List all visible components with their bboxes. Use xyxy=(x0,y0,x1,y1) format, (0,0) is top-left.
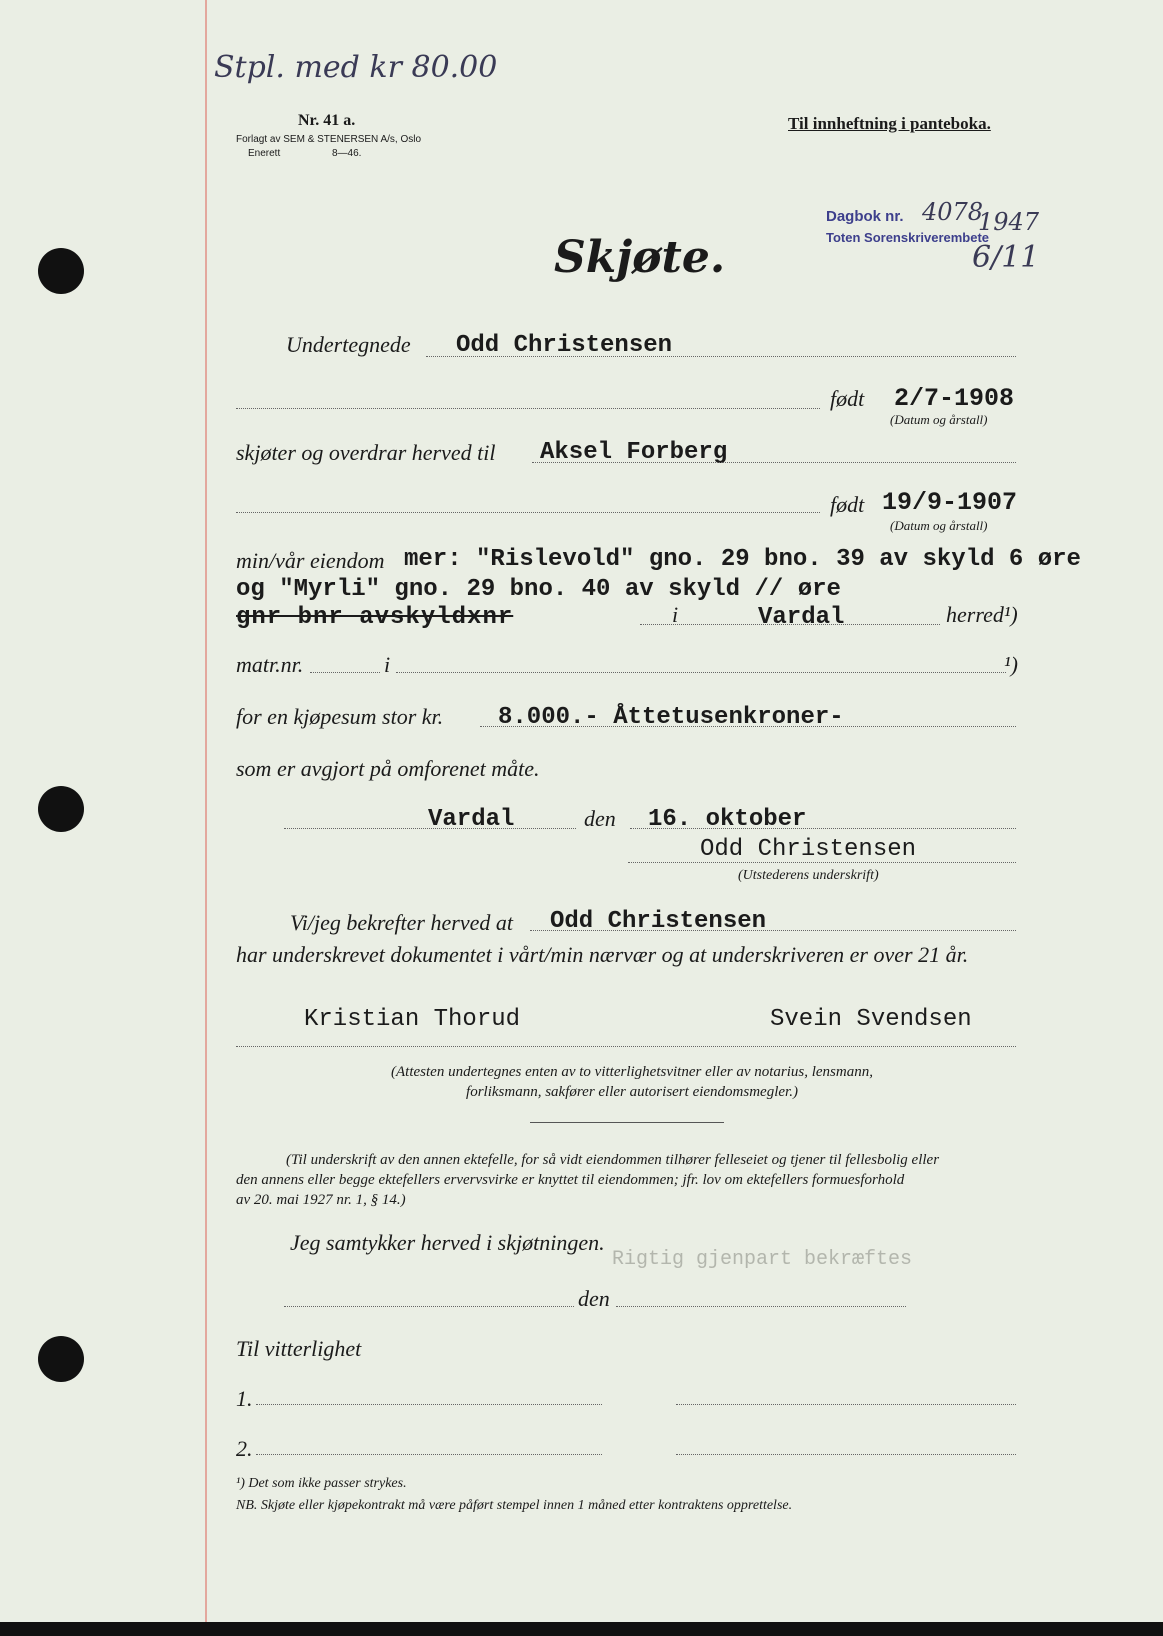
witness-section-label: Til vitterlighet xyxy=(236,1336,362,1361)
dagbok-number: 4078 xyxy=(922,198,984,226)
settled-text: som er avgjort på omforenet måte. xyxy=(236,756,540,781)
signing-place: Vardal xyxy=(428,806,515,833)
buyer-date-hint: (Datum og årstall) xyxy=(890,518,988,533)
property-struck-text: gnr bnr avskyldxnr xyxy=(236,604,514,631)
attest-line xyxy=(530,930,1016,931)
seller-born-date: 2/7-1908 xyxy=(894,384,1015,413)
attest-prefix: Vi/jeg bekrefter herved at xyxy=(290,910,513,935)
attest-text: har underskrevet dokumentet i vårt/min nærvær og at underskriveren er over 21 år. xyxy=(236,942,969,967)
witness-number-1: 1. xyxy=(236,1386,253,1411)
matr-label: matr.nr. xyxy=(236,652,304,677)
punch-hole xyxy=(38,248,84,294)
witness-2-line-right xyxy=(676,1454,1016,1455)
witness-1-signature: Kristian Thorud xyxy=(304,1006,521,1033)
signature-line xyxy=(628,862,1016,863)
exclusive-rights: Enerett xyxy=(248,148,281,159)
footnote-2: NB. Skjøte eller kjøpekontrakt må være påført stempel innen 1 måned etter kontraktens opprettelse. xyxy=(236,1498,793,1513)
price-amount: 8.000.- Åttetusenkroner- xyxy=(498,704,844,731)
document-title: Skjøte. xyxy=(554,232,726,283)
seller-line xyxy=(426,356,1016,357)
herred-label: herred¹) xyxy=(946,602,1018,627)
seller-extra-line xyxy=(236,408,820,409)
signing-date-line xyxy=(630,828,1016,829)
signature-hint: (Utstederens underskrift) xyxy=(738,868,879,883)
punch-hole xyxy=(38,786,84,832)
price-label: for en kjøpesum stor kr. xyxy=(236,704,444,729)
attest-note: (Attesten undertegnes enten av to vitterlighetsvitner eller av notarius, lensmann, forliksmann, sakfører eller autorisert eiendomsmegler.) xyxy=(391,1064,873,1100)
spouse-note-2: den annens eller begge ektefellers ervervsvirke er knyttet til eiendommen; jfr. lov om ektefellers formuesforhold xyxy=(236,1172,905,1188)
witness-2-line-left xyxy=(256,1454,602,1455)
matr-line xyxy=(310,672,380,673)
property-in-word: i xyxy=(672,602,679,627)
page-bottom-edge xyxy=(0,1622,1163,1636)
copy-stamp: Rigtig gjenpart bekræftes xyxy=(612,1248,913,1271)
matr-end: ¹) xyxy=(1004,652,1018,677)
spouse-note-1: (Til underskrift av den annen ektefelle, for så vidt eiendommen tilhører felleseiet og tjener til fellesbolig eller xyxy=(286,1152,940,1168)
publisher: Forlagt av SEM & STENERSEN A/s, Oslo xyxy=(236,134,422,145)
dagbok-label: Dagbok nr. xyxy=(826,208,904,225)
witness-2-signature: Svein Svendsen xyxy=(770,1006,972,1033)
spouse-note-3: av 20. mai 1927 nr. 1, § 14.) xyxy=(236,1192,406,1208)
matr-place-line xyxy=(396,672,1006,673)
buyer-line xyxy=(532,462,1016,463)
consent-date-line xyxy=(616,1306,906,1307)
seller-date-hint: (Datum og årstall) xyxy=(890,412,988,427)
signing-date: 16. oktober xyxy=(648,806,807,833)
price-line xyxy=(480,726,1016,727)
consent-den: den xyxy=(578,1286,610,1311)
property-line-2: og "Myrli" gno. 29 bno. 40 av skyld // øre xyxy=(236,576,841,603)
witness-1-line-right xyxy=(676,1404,1016,1405)
buyer-name: Aksel Forberg xyxy=(540,439,728,466)
signing-den: den xyxy=(584,806,616,831)
consent-text: Jeg samtykker herved i skjøtningen. xyxy=(290,1230,605,1255)
separator-rule xyxy=(530,1122,724,1123)
buyer-born-date: 19/9-1907 xyxy=(882,488,1018,517)
punch-hole xyxy=(38,1336,84,1382)
form-number: Nr. 41 a. xyxy=(298,112,356,129)
property-line-1: mer: "Rislevold" gno. 29 bno. 39 av skyld 6 øre xyxy=(404,546,1081,573)
buyer-born-label: født xyxy=(830,492,865,517)
seller-born-label: født xyxy=(830,386,865,411)
office-stamp: Toten Sorenskriverembete xyxy=(826,230,990,245)
margin-note: Stpl. med kr 80.00 xyxy=(214,50,498,85)
consent-place-line xyxy=(284,1306,574,1307)
witness-line xyxy=(236,1046,1016,1047)
edition: 8—46. xyxy=(332,148,362,159)
seller-signature: Odd Christensen xyxy=(700,836,917,863)
dagbok-year: 1947 xyxy=(978,208,1040,236)
margin-rule xyxy=(205,0,207,1622)
municipality-line xyxy=(640,624,940,625)
seller-label: Undertegnede xyxy=(286,332,411,357)
property-municipality: Vardal xyxy=(758,604,845,631)
witness-number-2: 2. xyxy=(236,1436,253,1461)
instruction: Til innheftning i panteboka. xyxy=(788,114,991,133)
buyer-extra-line xyxy=(236,512,820,513)
buyer-label: skjøter og overdrar herved til xyxy=(236,440,496,465)
seller-name: Odd Christensen xyxy=(456,332,673,359)
attest-name: Odd Christensen xyxy=(550,908,767,935)
signing-place-line xyxy=(284,828,576,829)
property-label: min/vår eiendom xyxy=(236,548,385,573)
stamp-date: 6/11 xyxy=(972,240,1040,275)
witness-1-line-left xyxy=(256,1404,602,1405)
matr-in: i xyxy=(384,652,391,677)
footnote-1: ¹) Det som ikke passer strykes. xyxy=(236,1476,407,1491)
